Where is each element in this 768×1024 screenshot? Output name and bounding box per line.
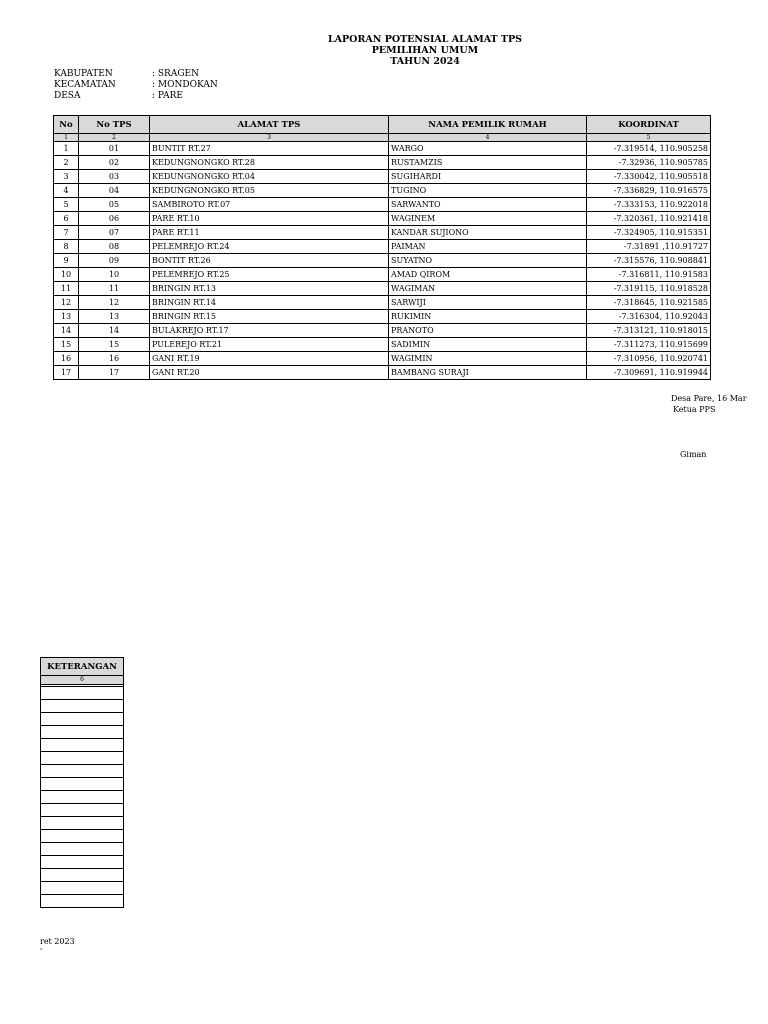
keterangan-cell [41,687,124,700]
col-header-no-tps: No TPS [79,116,150,134]
cell-koordinat: -7.333153, 110.922018 [587,198,711,212]
cell-no-tps: 07 [79,226,150,240]
table-row [54,310,711,324]
table-row [54,268,711,282]
cell-koordinat: -7.316304, 110.92043 [587,310,711,324]
keterangan-row [41,752,124,765]
cell-pemilik: PRANOTO [389,324,587,338]
keterangan-cell [41,791,124,804]
table-row [54,352,711,366]
col-header-pemilik: NAMA PEMILIK RUMAH [389,116,587,134]
meta-value: : MONDOKAN [152,80,218,90]
tps-table [53,115,711,380]
keterangan-cell [41,700,124,713]
cell-no: 2 [54,156,79,170]
keterangan-row [41,895,124,908]
cell-pemilik: KANDAR SUJIONO [389,226,587,240]
cell-no-tps: 06 [79,212,150,226]
keterangan-row [41,739,124,752]
keterangan-row [41,687,124,700]
meta-row-kecamatan [54,80,218,91]
cell-alamat: KEDUNGNONGKO RT.28 [150,156,389,170]
cell-koordinat: -7.319115, 110.918528 [587,282,711,296]
cell-pemilik: RUKIMIN [389,310,587,324]
table-row [54,366,711,380]
cell-no: 5 [54,198,79,212]
table-row [54,156,711,170]
cell-koordinat: -7.319514, 110.905258 [587,142,711,156]
cell-pemilik: WARGO [389,142,587,156]
cell-koordinat: -7.318645, 110.921585 [587,296,711,310]
cell-no: 14 [54,324,79,338]
keterangan-row [41,700,124,713]
keterangan-cell [41,804,124,817]
keterangan-cell [41,752,124,765]
cell-no-tps: 08 [79,240,150,254]
table-row [54,212,711,226]
keterangan-cell [41,856,124,869]
col-number: 2 [79,134,150,142]
cell-no: 3 [54,170,79,184]
cell-pemilik: RUSTAMZIS [389,156,587,170]
column-number-row [54,134,711,142]
cell-no-tps: 13 [79,310,150,324]
keterangan-table [40,657,124,908]
col-number: 3 [150,134,389,142]
footer-mark: ' [40,947,43,956]
cell-pemilik: WAGINEM [389,212,587,226]
meta-row-desa [54,91,218,102]
keterangan-row [41,778,124,791]
col-number: 6 [41,676,124,685]
cell-koordinat: -7.320361, 110.921418 [587,212,711,226]
cell-pemilik: SADIMIN [389,338,587,352]
cell-no-tps: 12 [79,296,150,310]
report-year: TAHUN 2024 [390,56,460,67]
cell-no-tps: 09 [79,254,150,268]
meta-block [54,69,218,102]
cell-no: 17 [54,366,79,380]
keterangan-body [41,687,124,908]
table-row [54,198,711,212]
report-subtitle: PEMILIHAN UMUM [371,45,479,56]
keterangan-cell [41,830,124,843]
keterangan-row [41,726,124,739]
cell-no-tps: 17 [79,366,150,380]
table-row [54,338,711,352]
cell-no-tps: 15 [79,338,150,352]
table-row [54,254,711,268]
cell-pemilik: WAGIMAN [389,282,587,296]
keterangan-cell [41,869,124,882]
meta-value: : PARE [152,91,183,101]
cell-no: 10 [54,268,79,282]
cell-no: 8 [54,240,79,254]
cell-no: 7 [54,226,79,240]
col-header-alamat: ALAMAT TPS [150,116,389,134]
cell-alamat: PARE RT.11 [150,226,389,240]
table-row [54,226,711,240]
cell-no-tps: 16 [79,352,150,366]
cell-alamat: SAMBIROTO RT.07 [150,198,389,212]
keterangan-cell [41,882,124,895]
cell-koordinat: -7.324905, 110.915351 [587,226,711,240]
cell-koordinat: -7.31891 ,110.91727 [587,240,711,254]
cell-alamat: PARE RT.10 [150,212,389,226]
cell-no: 13 [54,310,79,324]
cell-no: 6 [54,212,79,226]
keterangan-row [41,869,124,882]
table-header-row [54,116,711,134]
cell-koordinat: -7.309691, 110.919944 [587,366,711,380]
keterangan-row [41,882,124,895]
keterangan-cell [41,726,124,739]
cell-koordinat: -7.330042, 110.905518 [587,170,711,184]
cell-no-tps: 10 [79,268,150,282]
cell-no: 11 [54,282,79,296]
cell-pemilik: SARWANTO [389,198,587,212]
table-row [54,282,711,296]
keterangan-row [41,856,124,869]
keterangan-cell [41,817,124,830]
keterangan-row [41,817,124,830]
cell-alamat: BONTIT RT.26 [150,254,389,268]
cell-no-tps: 01 [79,142,150,156]
keterangan-cell [41,895,124,908]
meta-value: : SRAGEN [152,69,199,79]
keterangan-row [41,765,124,778]
cell-koordinat: -7.336829, 110.916575 [587,184,711,198]
report-title: LAPORAN POTENSIAL ALAMAT TPS [327,34,523,45]
cell-alamat: BRINGIN RT.13 [150,282,389,296]
keterangan-cell [41,765,124,778]
cell-alamat: GANI RT.19 [150,352,389,366]
cell-no-tps: 04 [79,184,150,198]
keterangan-row [41,713,124,726]
keterangan-row [41,830,124,843]
cell-alamat: PELEMREJO RT.24 [150,240,389,254]
cell-koordinat: -7.315576, 110.908841 [587,254,711,268]
keterangan-cell [41,739,124,752]
cell-alamat: BRINGIN RT.15 [150,310,389,324]
cell-alamat: KEDUNGNONGKO RT.04 [150,170,389,184]
cell-pemilik: SUYATNO [389,254,587,268]
keterangan-row [41,843,124,856]
col-number: 5 [587,134,711,142]
cell-alamat: PULEREJO RT.21 [150,338,389,352]
keterangan-cell [41,778,124,791]
cell-alamat: BUNTIT RT.27 [150,142,389,156]
cell-no: 12 [54,296,79,310]
table-row [54,240,711,254]
signature-position: Ketua PPS [673,405,716,414]
col-number: 1 [54,134,79,142]
cell-koordinat: -7.311273, 110.915699 [587,338,711,352]
table-row [54,170,711,184]
signature-name: Giman [680,450,707,459]
table-row [54,296,711,310]
keterangan-row [41,804,124,817]
col-header-no: No [54,116,79,134]
cell-alamat: PELEMREJO RT.25 [150,268,389,282]
cell-alamat: KEDUNGNONGKO RT.05 [150,184,389,198]
keterangan-cell [41,843,124,856]
cell-pemilik: PAIMAN [389,240,587,254]
cell-koordinat: -7.313121, 110.918015 [587,324,711,338]
table-row [54,142,711,156]
cell-no-tps: 02 [79,156,150,170]
cell-no-tps: 11 [79,282,150,296]
cell-no: 16 [54,352,79,366]
cell-pemilik: SARWIJI [389,296,587,310]
meta-label: KECAMATAN [54,80,116,90]
cell-koordinat: -7.310956, 110.920741 [587,352,711,366]
table-row [54,184,711,198]
cell-no: 9 [54,254,79,268]
meta-label: DESA [54,91,81,101]
cell-koordinat: -7.316811, 110.91583 [587,268,711,282]
cell-pemilik: SUGIHARDI [389,170,587,184]
cell-koordinat: -7.32936, 110.905785 [587,156,711,170]
cell-pemilik: AMAD QIROM [389,268,587,282]
signature-place-date: Desa Pare, 16 Mar [671,394,747,403]
keterangan-cell [41,713,124,726]
cell-no-tps: 03 [79,170,150,184]
cell-alamat: BRINGIN RT.14 [150,296,389,310]
col-header-koordinat: KOORDINAT [587,116,711,134]
cell-pemilik: WAGIMIN [389,352,587,366]
cell-pemilik: TUGINO [389,184,587,198]
cell-no-tps: 05 [79,198,150,212]
keterangan-row [41,791,124,804]
cell-pemilik: BAMBANG SURAJI [389,366,587,380]
cell-no: 15 [54,338,79,352]
meta-label: KABUPATEN [54,69,113,79]
meta-row-kabupaten [54,69,218,80]
table-body [54,142,711,380]
footer-date-tail: ret 2023 [40,937,75,946]
table-row [54,324,711,338]
cell-alamat: BULAKREJO RT.17 [150,324,389,338]
keterangan-header: KETERANGAN [41,658,124,676]
cell-no: 1 [54,142,79,156]
cell-no-tps: 14 [79,324,150,338]
col-number: 4 [389,134,587,142]
cell-alamat: GANI RT.20 [150,366,389,380]
cell-no: 4 [54,184,79,198]
